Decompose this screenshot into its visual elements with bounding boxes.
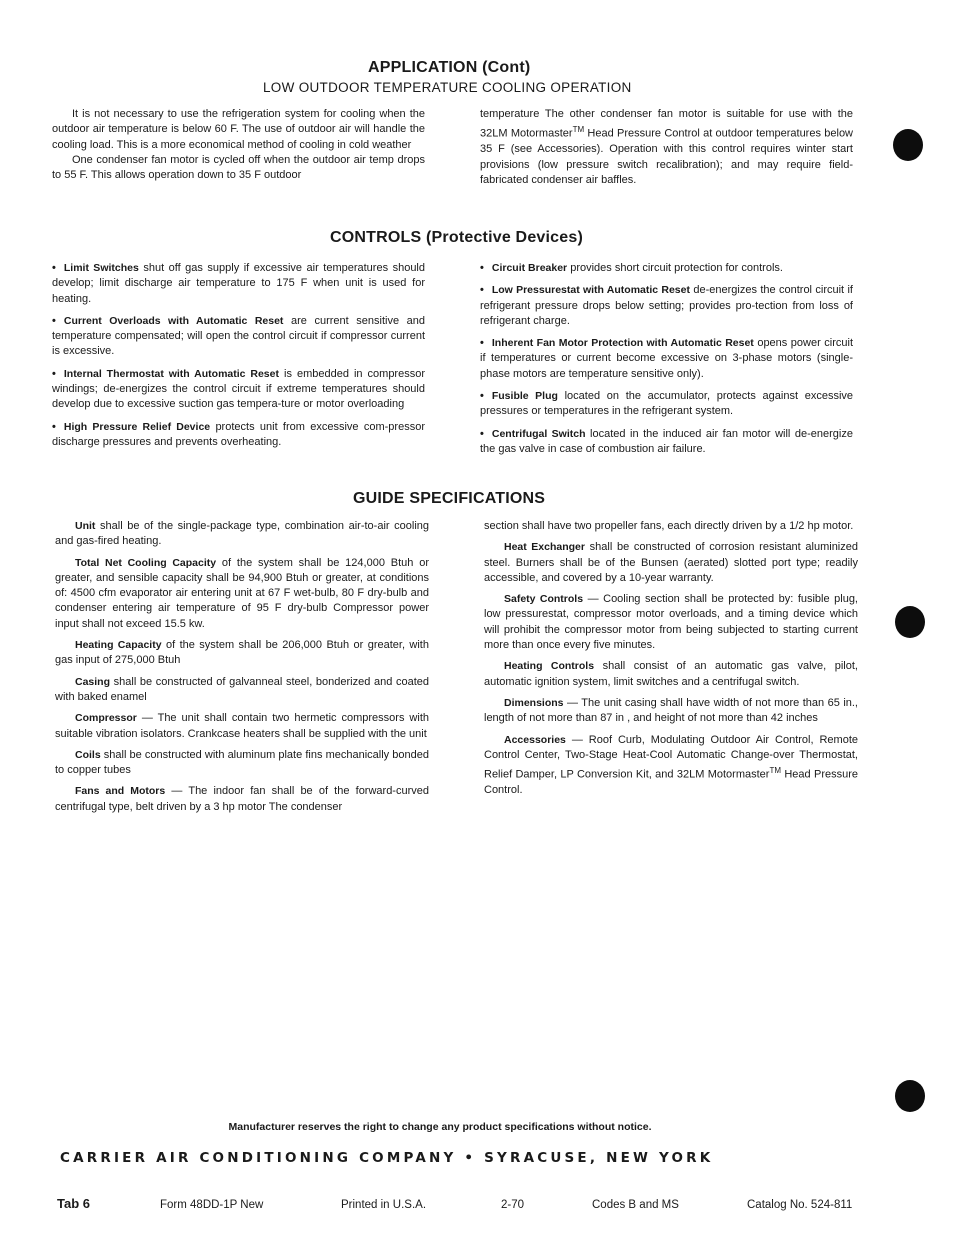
application-paragraph: It is not necessary to use the refrigeration system for cooling when the outdoor air temperature is below 60 F. The use of outdoor air will handle the cooling load. This is a more economical method of cooling in cold weather [52, 108, 425, 151]
control-item: • Fusible Plug located on the accumulator, protects against excessive pressures or temperatures in the refrigerant system. [480, 389, 853, 420]
spec-item: Compressor — The unit shall contain two hermetic compressors with suitable vibration isolators. Crankcase heaters shall be supplied with the unit [55, 712, 429, 740]
application-paragraph: temperature The other condenser fan motor is suitable for use with the 32LM Motormaster™ Head Pressure Control at outdoor temperatures below 35 F (see Accessories). Operation with this control requires winter start provisions (low pressure switch recalibration); and may require field-fabricated condenser air baffles. [480, 108, 854, 186]
control-item: • Circuit Breaker provides short circuit protection for controls. [480, 261, 853, 276]
guide-right-column [484, 519, 858, 804]
control-item: • Low Pressurestat with Automatic Reset de-energizes the control circuit if refrigerant pressure drops below setting; provides pro-tection from loss of refrigerant charge. [480, 283, 853, 329]
binder-hole-top [893, 129, 923, 161]
company-line: CARRIER AIR CONDITIONING COMPANY • SYRACUSE, NEW YORK [60, 1150, 714, 1166]
spec-item: Heating Controls shall consist of an automatic gas valve, pilot, automatic ignition system, limit switches and a centrifugal switch. [484, 660, 858, 688]
spec-item: Total Net Cooling Capacity of the system shall be 124,000 Btuh or greater, and sensible capacity shall be 94,900 Btuh or greater, at conditions of: 4500 cfm evaporator air entering unit at 67 F wet-bulb, 80 F dry-bulb and condenser entering air temperature of 95 F dry-bulb Compressor power input shall not exceed 15.5 kw. [55, 556, 429, 630]
spec-item: Heating Capacity of the system shall be 206,000 Btuh or greater, with gas input of 275,000 Btuh [55, 639, 429, 667]
specification-notice: Manufacturer reserves the right to change any product specifications without notice. [228, 1121, 652, 1133]
control-item: • Centrifugal Switch located in the induced air fan motor will de-energize the gas valve in case of combustion air failure. [480, 427, 853, 458]
spec-item: section shall have two propeller fans, each directly driven by a 1/2 hp motor. [484, 520, 854, 532]
print-date: 2-70 [501, 1199, 525, 1211]
catalog-number: Catalog No. 524-811 [747, 1199, 853, 1211]
tab-label: Tab 6 [57, 1196, 90, 1211]
spec-item: Fans and Motors — The indoor fan shall be of the forward-curved centrifugal type, belt driven by a 3 hp motor The condenser [55, 785, 429, 813]
printed-in: Printed in U.S.A. [341, 1199, 427, 1211]
form-number: Form 48DD-1P New [160, 1199, 264, 1211]
binder-hole-bottom [895, 1080, 925, 1112]
binder-hole-middle [895, 606, 925, 638]
control-item: • Current Overloads with Automatic Reset are current sensitive and temperature compensated; will open the control circuit if compressor current is excessive. [52, 314, 425, 360]
guide-left-column [55, 519, 429, 821]
controls-left-column [52, 261, 425, 457]
control-item: • High Pressure Relief Device protects unit from excessive com-pressor discharge pressures and prevents overheating. [52, 420, 425, 451]
codes: Codes B and MS [592, 1199, 679, 1211]
spec-item: Unit shall be of the single-package type, combination air-to-air cooling and gas-fired heating. [55, 520, 429, 548]
spec-item: Heat Exchanger shall be constructed of corrosion resistant aluminized steel. Burners shall be of the Bunsen (aerated) slotted port type; readily accessible, and covered by a 10-year warranty. [484, 541, 858, 584]
spec-item: Casing shall be constructed of galvanneal steel, bonderized and coated with baked enamel [55, 675, 429, 703]
control-item: • Inherent Fan Motor Protection with Automatic Reset opens power circuit if temperatures or current become excessive on 3-phase motors (single-phase motors are temperature sensitive only). [480, 336, 853, 382]
spec-item: Coils shall be constructed with aluminum plate fins mechanically bonded to copper tubes [55, 748, 429, 777]
application-right-column [480, 107, 853, 188]
application-paragraph: One condenser fan motor is cycled off when the outdoor air temp drops to 55 F. This allows operation down to 35 F outdoor [52, 153, 425, 182]
spec-item: Safety Controls — Cooling section shall be protected by: fusible plug, low pressurestat, compressor motor overloads, and a timing device which will prohibit the compressor motor from being subjected to starting current more than once every five minutes. [484, 593, 858, 652]
control-item: • Limit Switches shut off gas supply if excessive air temperatures should develop; limit discharge air temperature to 175 F when unit is used for heating. [52, 261, 425, 307]
application-left-column [52, 107, 425, 183]
guide-title: GUIDE SPECIFICATIONS [353, 490, 546, 507]
application-title: APPLICATION (Cont) [368, 59, 531, 76]
spec-item: Accessories — Roof Curb, Modulating Outdoor Air Control, Remote Control Center, Two-Stage Heat-Cool Automatic Change-over Thermostat, Relief Damper, LP Conversion Kit, and 32LM Motormaster™ Head Pressure Control. [484, 733, 858, 797]
controls-right-column [480, 261, 853, 464]
application-subtitle: LOW OUTDOOR TEMPERATURE COOLING OPERATION [263, 80, 632, 95]
spec-item: Dimensions — The unit casing shall have width of not more than 65 in., length of not more than 87 in , and height of not more than 42 inches [484, 696, 858, 725]
control-item: • Internal Thermostat with Automatic Reset is embedded in compressor windings; de-energizes the control circuit if extreme temperatures should develop due to excessive suction gas tempera-ture or motor overloading [52, 367, 425, 413]
controls-title: CONTROLS (Protective Devices) [330, 229, 583, 246]
